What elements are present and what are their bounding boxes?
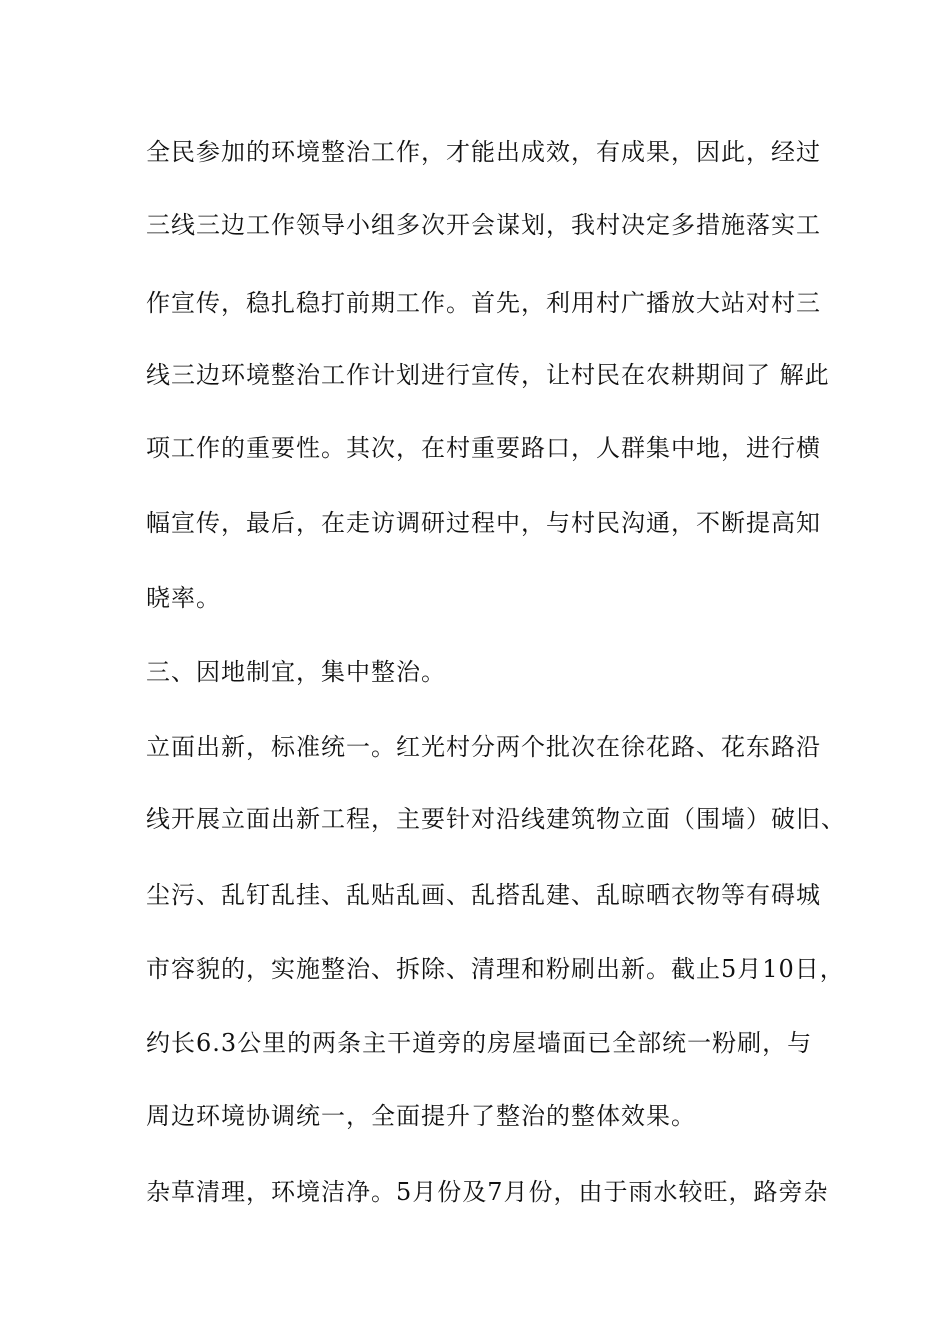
text-line: 线三边环境整治工作计划进行宣传，让村民在农耕期间了 解此 bbox=[146, 361, 830, 389]
text-line: 约长6.3公里的两条主干道旁的房屋墙面已全部统一粉刷，与 bbox=[146, 1029, 813, 1057]
text-line: 市容貌的，实施整治、拆除、清理和粉刷出新。截止5月10日， bbox=[146, 955, 845, 983]
section-heading: 三、因地制宜，集中整治。 bbox=[146, 658, 446, 686]
text-line: 周边环境协调统一，全面提升了整治的整体效果。 bbox=[146, 1102, 696, 1130]
text-line: 作宣传，稳扎稳打前期工作。首先，利用村广播放大站对村三 bbox=[146, 289, 821, 317]
text-line: 三线三边工作领导小组多次开会谋划，我村决定多措施落实工 bbox=[146, 211, 821, 239]
text-line: 项工作的重要性。其次，在村重要路口，人群集中地，进行横 bbox=[146, 434, 821, 462]
text-line: 尘污、乱钉乱挂、乱贴乱画、乱搭乱建、乱晾晒衣物等有碍城 bbox=[146, 881, 821, 909]
text-line: 线开展立面出新工程，主要针对沿线建筑物立面（围墙）破旧、 bbox=[146, 805, 846, 833]
text-line: 晓率。 bbox=[146, 584, 221, 612]
text-line: 杂草清理，环境洁净。5月份及7月份，由于雨水较旺，路旁杂 bbox=[146, 1178, 829, 1206]
text-line: 全民参加的环境整治工作，才能出成效，有成果，因此，经过 bbox=[146, 138, 821, 166]
text-line: 立面出新，标准统一。红光村分两个批次在徐花路、花东路沿 bbox=[146, 733, 821, 761]
text-line: 幅宣传，最后，在走访调研过程中，与村民沟通，不断提高知 bbox=[146, 509, 821, 537]
